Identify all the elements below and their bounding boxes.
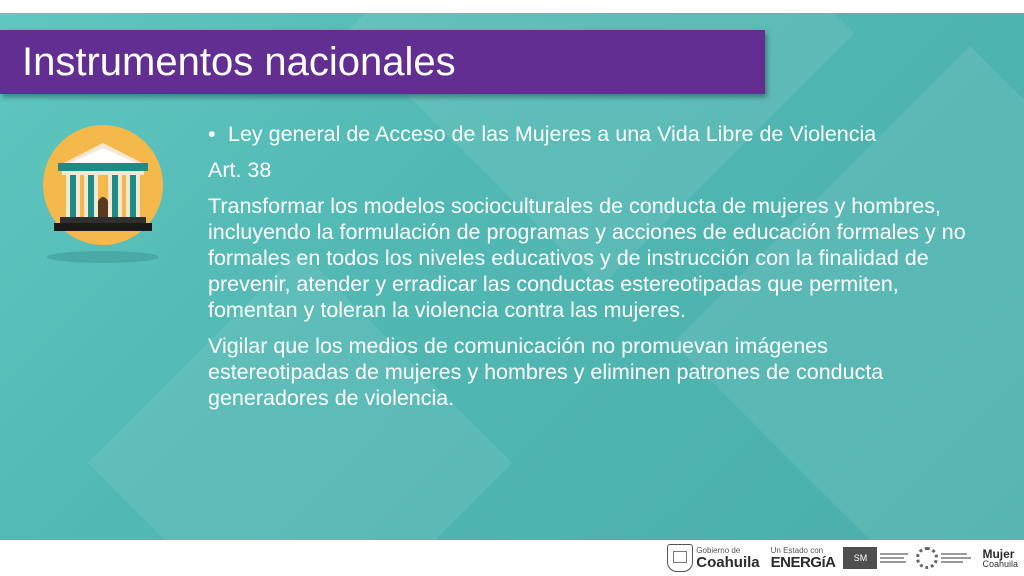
law-title: Ley general de Acceso de las Mujeres a una Vida Libre de Violencia	[228, 122, 877, 146]
logo-small-text: Coahuila	[982, 558, 1018, 569]
government-building-icon	[40, 123, 170, 273]
footer	[0, 540, 1024, 576]
sm-box: SM	[843, 547, 877, 569]
flower-icon	[916, 547, 938, 569]
bullet-dot: •	[208, 122, 216, 146]
sm-tiny-text	[880, 553, 908, 563]
gobierno-coahuila-logo	[667, 544, 759, 572]
logo-big-text: Mujer	[982, 546, 1015, 561]
paragraph-1: Transformar los modelos socioculturales de conducta de mujeres y hombres, incluyendo la formulación de programas y acciones de educación formales y no formales en todos los niveles educativos y de instrucción con la finalidad de prevenir, atender y erradicar las conductas estereotipadas que permiten, fomentan y toleran la violencia contra las mujeres.	[208, 194, 966, 322]
slide-content	[208, 121, 968, 421]
logo-big-text: ENERGíA	[770, 553, 836, 571]
title-bar	[0, 30, 765, 94]
paragraph-2: Vigilar que los medios de comunicación no promuevan imágenes estereotipadas de mujeres y hombres y eliminen patrones de conducta generadores de violencia.	[208, 334, 884, 410]
bullet-item	[208, 121, 968, 147]
logo-big-text: Coahuila	[696, 553, 760, 571]
footer-logos	[667, 543, 1018, 573]
slide-background	[0, 13, 1024, 540]
sm-logo	[843, 547, 908, 569]
article-number: Art. 38	[208, 158, 272, 182]
state-seal-icon	[667, 544, 693, 572]
mujer-coahuila-logo	[979, 548, 1018, 569]
centro-tiny-text	[941, 553, 971, 563]
logo-small-text: Un Estado con	[770, 545, 824, 555]
slide-title: Instrumentos nacionales	[22, 40, 456, 84]
logo-small-text: Gobierno de	[696, 545, 741, 555]
estado-energia-logo	[768, 547, 836, 570]
centro-justicia-logo	[916, 547, 971, 569]
